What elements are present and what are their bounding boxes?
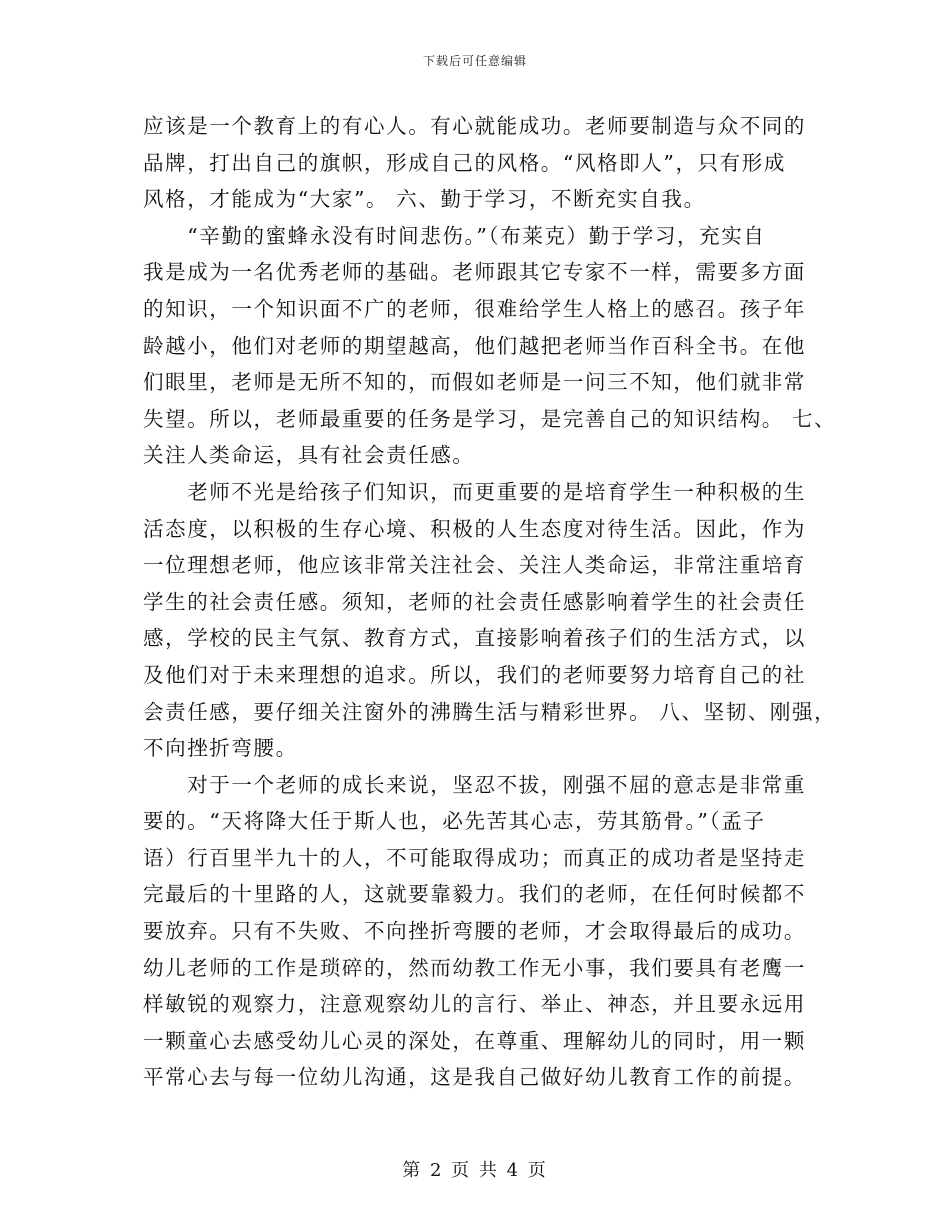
body-line: 幼儿老师的工作是琐碎的，然而幼教工作无小事，我们要具有老鹰一 [143, 955, 806, 980]
body-line: 学生的社会责任感。须知，老师的社会责任感影响着学生的社会责任 [143, 589, 806, 614]
body-line: 一位理想老师，他应该非常关注社会、关注人类命运，非常注重培育 [143, 553, 806, 578]
body-line: 会责任感，要仔细关注窗外的沸腾生活与精彩世界。 八、坚韧、刚强， [143, 699, 837, 724]
body-line: 风格，才能成为“大家”。 六、勤于学习，不断充实自我。 [143, 187, 706, 212]
body-line: 老师不光是给孩子们知识，而更重要的是培育学生一种积极的生 [143, 479, 806, 504]
body-line: 的知识，一个知识面不广的老师，很难给学生人格上的感召。孩子年 [143, 296, 806, 321]
page-header: 下载后可任意编辑 [422, 54, 527, 68]
body-line: 应该是一个教育上的有心人。有心就能成功。老师要制造与众不同的 [143, 114, 806, 138]
body-line: 对于一个老师的成长来说，坚忍不拔，刚强不屈的意志是非常重 [143, 772, 806, 797]
body-line: 龄越小，他们对老师的期望越高，他们越把老师当作百科全书。在他 [143, 333, 806, 358]
body-line: 感，学校的民主气氛、教育方式，直接影响着孩子们的生活方式，以 [143, 626, 806, 651]
body-line: 及他们对于未来理想的追求。所以，我们的老师要努力培育自己的社 [143, 662, 806, 687]
body-line: 要的。“天将降大任于斯人也，必先苦其心志，劳其筋骨。”（孟子 [143, 809, 766, 834]
body-line: 我是成为一名优秀老师的基础。老师跟其它专家不一样，需要多方面 [143, 260, 806, 285]
body-line: 一颗童心去感受幼儿心灵的深处，在尊重、理解幼儿的同时，用一颗 [143, 1028, 806, 1053]
body-line: 品牌，打出自己的旗帜，形成自己的风格。“风格即人”，只有形成 [143, 150, 786, 175]
page-footer: 第 2 页 共 4 页 [402, 1160, 548, 1181]
body-line: 语）行百里半九十的人，不可能取得成功；而真正的成功者是坚持走 [143, 845, 806, 870]
body-line: 平常心去与每一位幼儿沟通，这是我自己做好幼儿教育工作的前提。 [143, 1065, 806, 1090]
document-body [143, 108, 837, 1096]
body-line: “辛勤的蜜蜂永没有时间悲伤。”（布莱克）勤于学习，充实自 [143, 223, 766, 248]
body-line: 样敏锐的观察力，注意观察幼儿的言行、举止、神态，并且要永远用 [143, 992, 806, 1017]
body-line: 要放弃。只有不失败、不向挫折弯腰的老师，才会取得最后的成功。 [143, 919, 806, 944]
body-line: 不向挫折弯腰。 [143, 736, 298, 761]
body-line: 们眼里，老师是无所不知的，而假如老师是一问三不知，他们就非常 [143, 370, 806, 395]
body-line: 完最后的十里路的人，这就要靠毅力。我们的老师，在任何时候都不 [143, 882, 806, 907]
body-line: 活态度，以积极的生存心境、积极的人生态度对待生活。因此，作为 [143, 516, 806, 541]
body-line: 失望。所以，老师最重要的任务是学习，是完善自己的知识结构。 七、 [143, 406, 837, 431]
body-line: 关注人类命运，具有社会责任感。 [143, 443, 475, 468]
